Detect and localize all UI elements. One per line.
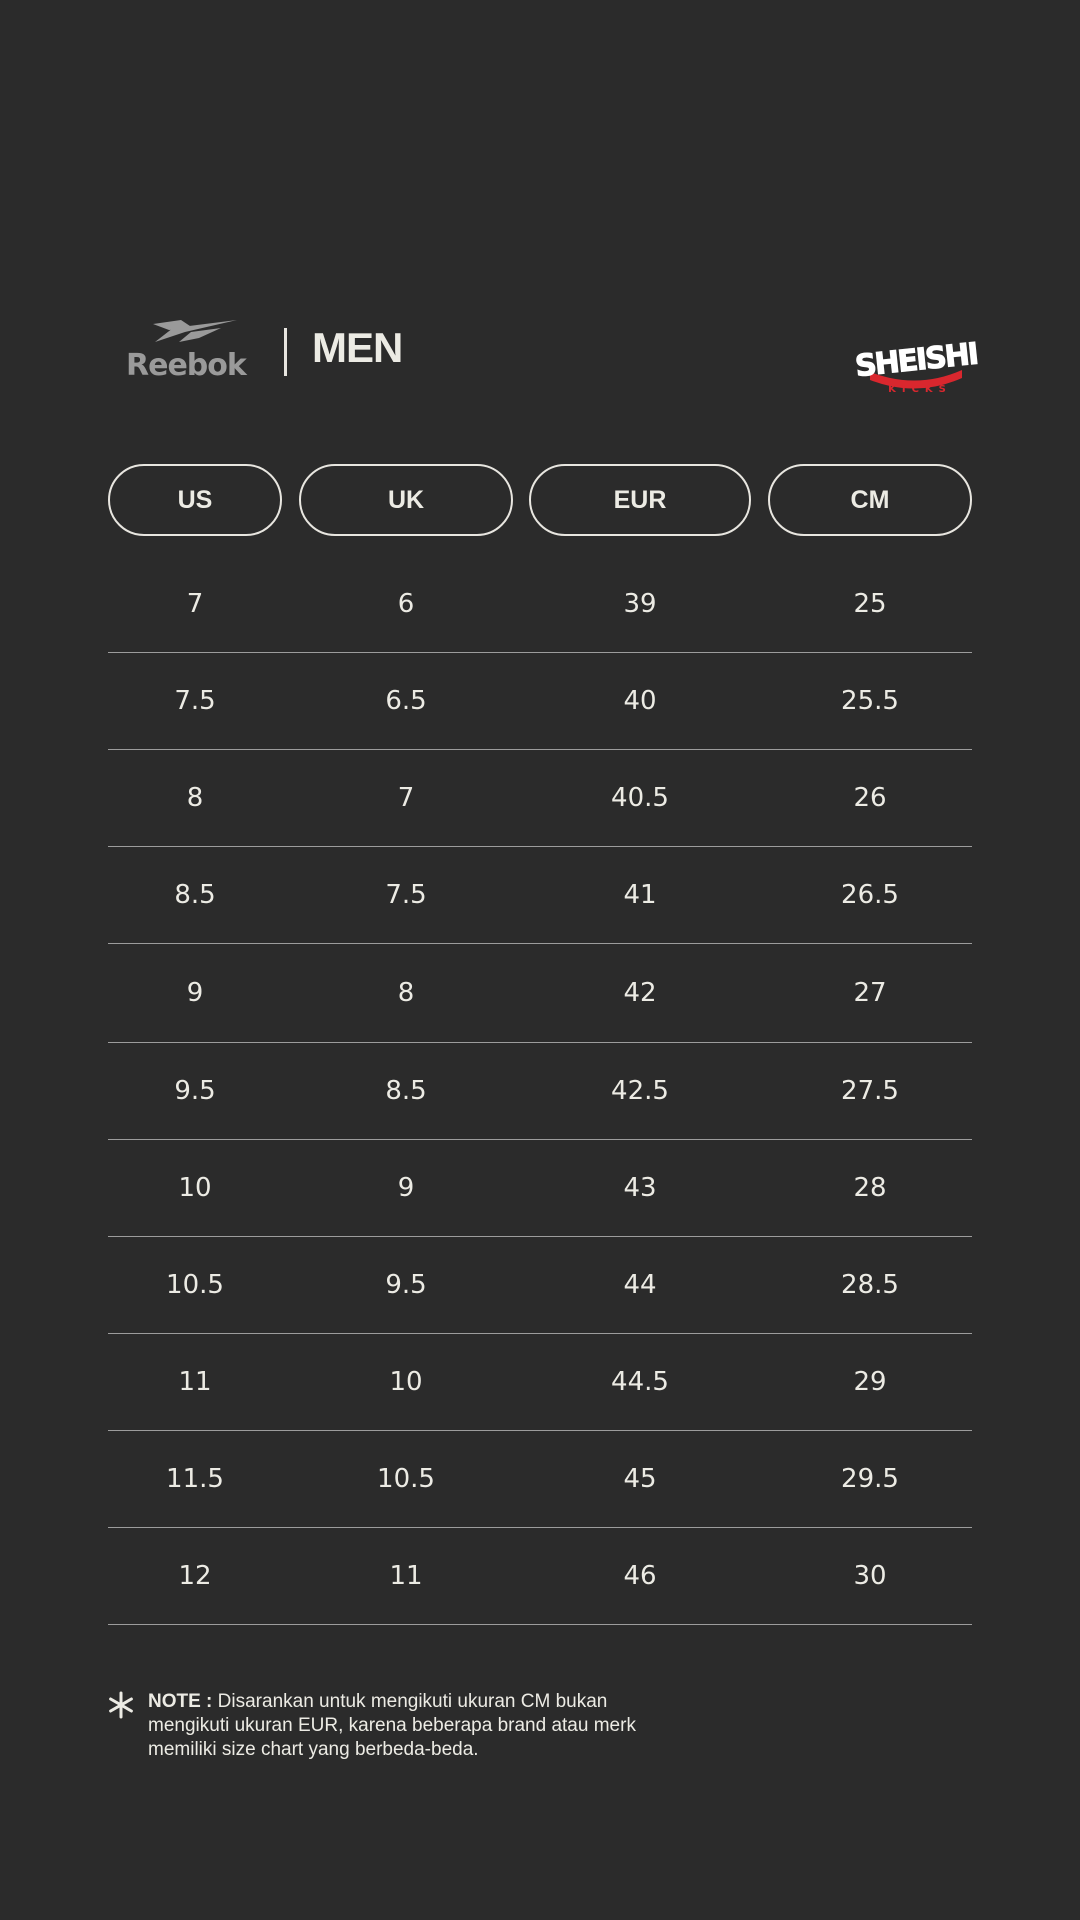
gender-title: MEN [312,324,403,371]
reebok-vector-icon [151,318,237,344]
column-header-uk: UK [299,464,513,536]
cell-cm: 28 [853,1173,887,1203]
table-row [108,1043,972,1140]
size-table [108,556,972,1625]
cell-cm: 25 [853,589,887,619]
cell-cm: 26 [853,783,887,813]
asterisk-icon [108,1692,134,1718]
cell-eur: 44 [623,1270,657,1300]
cell-us: 7.5 [174,686,216,716]
cell-uk: 6 [397,589,415,619]
column-header-eur: EUR [529,464,751,536]
table-row [108,1237,972,1334]
note-body: Disarankan untuk mengikuti ukuran CM bukan mengikuti ukuran EUR, karena beberapa brand atau merk memiliki size chart yang berbeda-beda. [148,1691,636,1760]
cell-uk: 7.5 [385,880,427,910]
note-text [148,1690,668,1762]
cell-cm: 30 [853,1561,887,1591]
cell-us: 9.5 [174,1076,216,1106]
cell-us: 11.5 [166,1464,224,1494]
cell-cm: 29 [853,1367,887,1397]
column-header-us: US [108,464,282,536]
cell-uk: 8 [397,978,415,1008]
cell-cm: 25.5 [841,686,899,716]
sheishi-kicks-logo [853,320,979,400]
cell-eur: 41 [623,880,657,910]
table-row [108,1334,972,1431]
cell-us: 12 [178,1561,212,1591]
cell-eur: 40 [623,686,657,716]
cell-eur: 42 [623,978,657,1008]
column-header-cm: CM [768,464,972,536]
cell-us: 8 [186,783,204,813]
cell-eur: 39 [623,589,657,619]
cell-cm: 27 [853,978,887,1008]
reebok-logo [126,318,256,384]
note-label: NOTE : [148,1691,213,1712]
table-row [108,653,972,750]
cell-uk: 6.5 [385,686,427,716]
cell-eur: 46 [623,1561,657,1591]
cell-uk: 9.5 [385,1270,427,1300]
cell-uk: 9 [397,1173,415,1203]
cell-uk: 8.5 [385,1076,427,1106]
cell-us: 9 [186,978,204,1008]
cell-uk: 10.5 [377,1464,435,1494]
cell-us: 11 [178,1367,212,1397]
header-divider [284,328,287,376]
cell-us: 8.5 [174,880,216,910]
table-row [108,556,972,653]
cell-us: 10 [178,1173,212,1203]
table-row [108,1528,972,1625]
cell-us: 7 [186,589,204,619]
cell-cm: 27.5 [841,1076,899,1106]
column-headers [108,464,972,536]
table-row [108,847,972,944]
table-row [108,750,972,847]
cell-uk: 10 [389,1367,423,1397]
cell-uk: 11 [389,1561,423,1591]
cell-us: 10.5 [166,1270,224,1300]
cell-uk: 7 [397,783,415,813]
header [108,300,979,410]
cell-eur: 45 [623,1464,657,1494]
table-row [108,944,972,1043]
cell-cm: 26.5 [841,880,899,910]
cell-cm: 29.5 [841,1464,899,1494]
cell-eur: 40.5 [611,783,669,813]
brand-wordmark: Reebok [126,348,246,383]
store-logo-sub: KICKS [888,384,952,395]
cell-eur: 44.5 [611,1367,669,1397]
cell-eur: 42.5 [611,1076,669,1106]
table-row [108,1140,972,1237]
cell-cm: 28.5 [841,1270,899,1300]
table-row [108,1431,972,1528]
cell-eur: 43 [623,1173,657,1203]
store-logo-main: SHEISHI [853,336,979,385]
